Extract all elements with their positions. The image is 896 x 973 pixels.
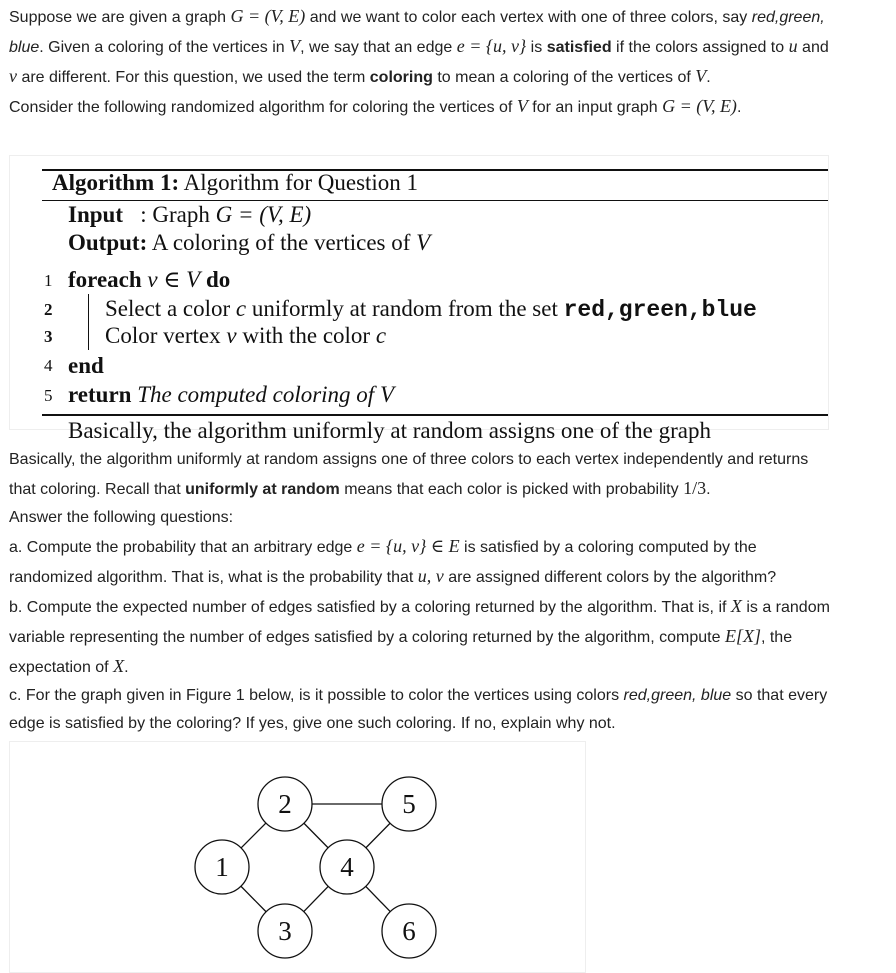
question-b: b. Compute the expected number of edges satisfied by a coloring returned by the algorithm. That is, if <box>9 599 731 616</box>
graph-edge-3-4 <box>304 886 328 911</box>
line-text: Select a color <box>105 296 236 321</box>
intro-text: . <box>706 69 711 86</box>
question-c: c. For the graph given in Figure 1 below, is it possible to color the vertices using colors <box>9 687 624 704</box>
line-number: 2 <box>44 300 53 319</box>
graph-node-label-3: 3 <box>278 916 292 946</box>
line-number: 1 <box>44 271 53 290</box>
output-label: Output: <box>68 230 148 255</box>
keyword-return: return <box>68 382 132 407</box>
question-a: are assigned different colors by the algorithm? <box>443 569 777 586</box>
algorithm-box <box>9 155 829 443</box>
math-v: v <box>9 66 17 86</box>
keyword-foreach: foreach <box>68 267 142 292</box>
intro-text: are different. For this question, we used the term <box>17 69 370 86</box>
question-b: . <box>124 659 129 676</box>
line-math: c <box>375 323 387 348</box>
algorithm-title <box>52 170 418 196</box>
algorithm-line-5 <box>68 382 394 408</box>
math-v: V <box>289 36 301 56</box>
intro-paragraph <box>9 2 839 122</box>
algorithm-title-bold: Algorithm 1: <box>52 170 180 195</box>
line-text: uniformly at random from the set <box>246 296 564 321</box>
graph-node-label-4: 4 <box>340 852 354 882</box>
math-graph: G = (V, E) <box>662 96 737 116</box>
question-a: is satisfied by a coloring computed by the randomized algorithm. That is, what is the probability that <box>9 539 757 586</box>
math-x: X <box>730 596 742 616</box>
line-text: Color vertex <box>105 323 227 348</box>
graph-edge-1-3 <box>241 886 266 912</box>
intro-text: is <box>526 39 547 56</box>
return-text: The computed coloring of V <box>137 382 394 407</box>
graph-node-label-1: 1 <box>215 852 229 882</box>
algorithm-input <box>68 202 311 228</box>
math-expectation: E[X] <box>724 626 761 646</box>
intro-text: Consider the following randomized algorithm for coloring the vertices of <box>9 99 517 116</box>
algorithm-output <box>68 230 430 256</box>
intro-text: Suppose we are given a graph <box>9 9 231 26</box>
intro-text: and <box>797 39 829 56</box>
question-c: so that every edge is satisfied by the coloring? If yes, give one such coloring. If no, explain why not. <box>9 687 828 732</box>
line-number: 4 <box>44 356 53 375</box>
body-text: . <box>706 481 711 498</box>
questions-paragraph <box>9 446 839 738</box>
graph-edge-1-2 <box>241 823 266 848</box>
term-coloring: coloring <box>369 69 433 86</box>
algorithm-title-text: Algorithm for Question 1 <box>179 170 419 195</box>
intro-text: , we say that an edge <box>300 39 457 56</box>
line-number: 3 <box>44 327 53 346</box>
graph-edge-2-4 <box>304 823 328 848</box>
line-number: 5 <box>44 386 53 405</box>
graph-edge-4-5 <box>366 823 390 848</box>
math-probability: 1/3 <box>683 478 707 498</box>
line-math: v ∈ V <box>147 267 201 292</box>
graph-figure <box>10 742 585 972</box>
question-b: , the expectation of <box>9 629 793 676</box>
question-b: is a random variable representing the number of edges satisfied by a coloring returned by the algorithm, compute <box>9 599 830 646</box>
graph-node-label-5: 5 <box>402 789 416 819</box>
algorithm-line-4 <box>68 353 104 379</box>
input-math: G = (V, E) <box>215 202 312 227</box>
intro-text: and we want to color each vertex with one of three colors, say <box>305 9 752 26</box>
line-math: v <box>226 323 237 348</box>
intro-text: for an input graph <box>527 99 663 116</box>
block-bar <box>88 294 89 350</box>
keyword-end: end <box>68 353 104 378</box>
term-uniformly-at-random: uniformly at random <box>185 481 340 498</box>
math-edge: e = {u, v} <box>456 36 527 56</box>
answer-intro: Answer the following questions: <box>9 509 234 526</box>
graph-node-label-2: 2 <box>278 789 292 819</box>
input-label: Input <box>68 202 123 227</box>
color-set: red,green,blue <box>563 297 757 323</box>
math-edge: e = {u, v} ∈ E <box>356 536 460 556</box>
colors-italic: red,green, blue <box>9 9 825 56</box>
question-a: a. Compute the probability that an arbitrary edge <box>9 539 357 556</box>
algorithm-line-2 <box>105 296 757 323</box>
graph-node-label-6: 6 <box>402 916 416 946</box>
algorithm-line-1 <box>68 267 230 293</box>
line-text: with the color <box>236 323 376 348</box>
math-x: X <box>113 656 125 676</box>
intro-text: . Given a coloring of the vertices in <box>39 39 290 56</box>
keyword-do: do <box>205 267 231 292</box>
algorithm-line-3 <box>105 323 386 349</box>
intro-text: to mean a coloring of the vertices of <box>432 69 696 86</box>
body-text: Basically, the algorithm uniformly at random assigns one of three colors to each vertex independently and returns that coloring. Recall that <box>9 451 809 498</box>
intro-text: . <box>736 99 742 116</box>
algorithm-rule-mid <box>42 200 828 201</box>
graph-edge-4-6 <box>366 886 390 911</box>
intro-text: if the colors assigned to <box>611 39 789 56</box>
algorithm-rule-bottom <box>42 414 828 416</box>
math-uv: u, v <box>417 566 444 586</box>
colors-italic: red,green, blue <box>623 687 732 704</box>
figure-1 <box>9 741 586 973</box>
output-text: A coloring of the vertices of <box>147 230 417 255</box>
input-text: : Graph <box>122 202 216 227</box>
math-u: u <box>788 36 798 56</box>
output-math: V <box>416 230 431 255</box>
body-text: means that each color is picked with probability <box>339 481 684 498</box>
line-math: c <box>235 296 247 321</box>
clipped-text: Basically, the algorithm uniformly at random assigns one of the graph <box>68 418 712 443</box>
math-graph: G = (V, E) <box>230 6 306 26</box>
math-v: V <box>516 96 528 116</box>
term-satisfied: satisfied <box>546 39 612 56</box>
math-v: V <box>695 66 707 86</box>
